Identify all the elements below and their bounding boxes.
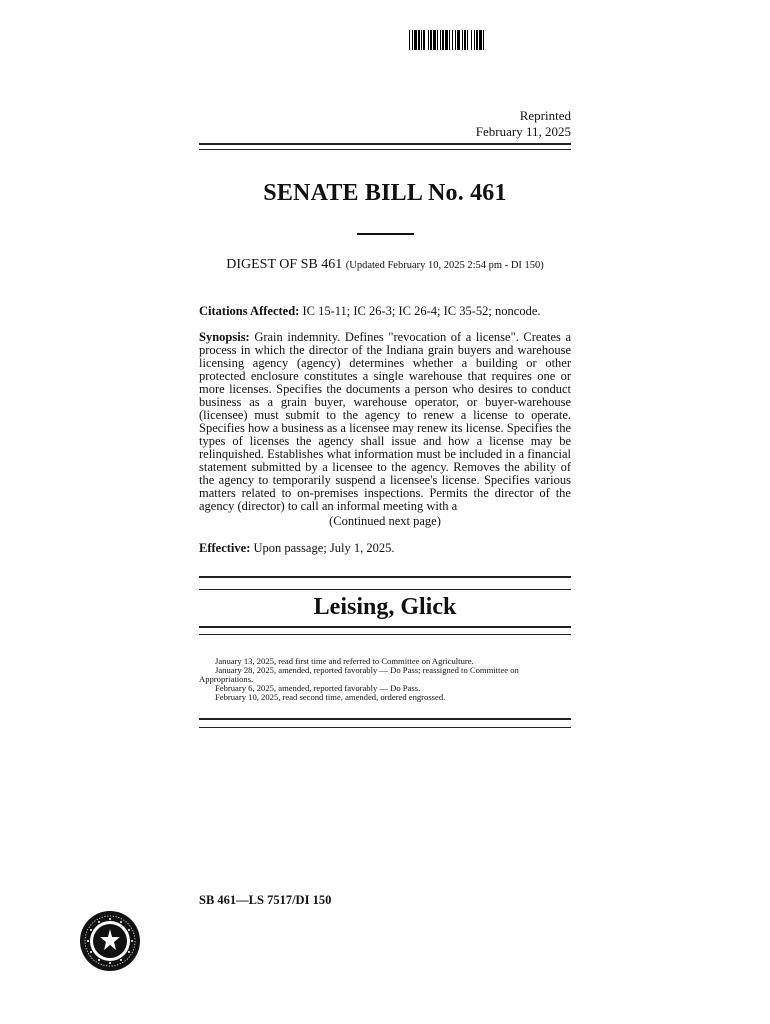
divider <box>199 149 571 150</box>
divider <box>199 589 571 590</box>
title-underline <box>357 233 414 235</box>
digest-label: DIGEST OF SB 461 <box>226 257 343 272</box>
history-entry: February 6, 2025, amended, reported favorably — Do Pass. <box>215 683 421 693</box>
divider <box>199 718 571 720</box>
synopsis <box>199 331 571 513</box>
history-entry: February 10, 2025, read second time, amended, ordered engrossed. <box>215 692 446 702</box>
synopsis-text: Grain indemnity. Defines "revocation of a license". Creates a process in which the director of the Indiana grain buyers and warehouse licensing agency (agency) determines whether a building or other protected enclosure constitutes a single warehouse that requires one or more licenses. Specifies the documents a person who desires to conduct business as a grain buyer, warehouse operator, or buyer-warehouse (licensee) must submit to the agency to renew a license to operate. Specifies how a business as a licensee may renew its license. Specifies the types of licenses the agency shall issue and how a license may be relinquished. Establishes what information must be included in a financial statement submitted by a licensee to the agency. Removes the ability of the agency to temporarily suspend a licensee's license. Specifies various matters related to on-premises inspections. Permits the director of the agency (director) to call an informal meeting with a <box>199 330 571 513</box>
barcode-icon <box>409 30 589 50</box>
citations-label: Citations Affected: <box>199 304 300 318</box>
reprint-notice <box>476 108 571 140</box>
history-entry: January 13, 2025, read first time and referred to Committee on Agriculture. <box>215 656 474 666</box>
divider <box>199 727 571 728</box>
reprint-date: February 11, 2025 <box>475 124 571 139</box>
state-seal-icon <box>79 910 141 972</box>
divider <box>199 143 571 145</box>
legislative-history <box>199 657 571 702</box>
synopsis-label: Synopsis: <box>199 330 250 344</box>
bill-title: SENATE BILL No. 461 <box>263 180 507 206</box>
effective-text: Upon passage; July 1, 2025. <box>253 541 395 555</box>
continued-note: (Continued next page) <box>329 514 441 528</box>
barcode-bar <box>484 30 486 50</box>
digest-heading <box>199 257 571 273</box>
citations-affected <box>199 304 571 319</box>
history-entry: January 28, 2025, amended, reported favorably — Do Pass; reassigned to Committee on Appropriations. <box>199 665 519 684</box>
reprinted-label: Reprinted <box>519 108 571 123</box>
divider <box>199 576 571 578</box>
divider <box>199 634 571 635</box>
digest-updated: (Updated February 10, 2025 2:54 pm - DI 150) <box>345 260 544 271</box>
citations-text: IC 15-11; IC 26-3; IC 26-4; IC 35-52; noncode. <box>302 304 541 318</box>
effective-label: Effective: <box>199 541 251 555</box>
divider <box>199 626 571 628</box>
bill-reference: SB 461—LS 7517/DI 150 <box>199 893 332 907</box>
bill-authors: Leising, Glick <box>313 594 457 620</box>
effective-date <box>199 541 571 556</box>
